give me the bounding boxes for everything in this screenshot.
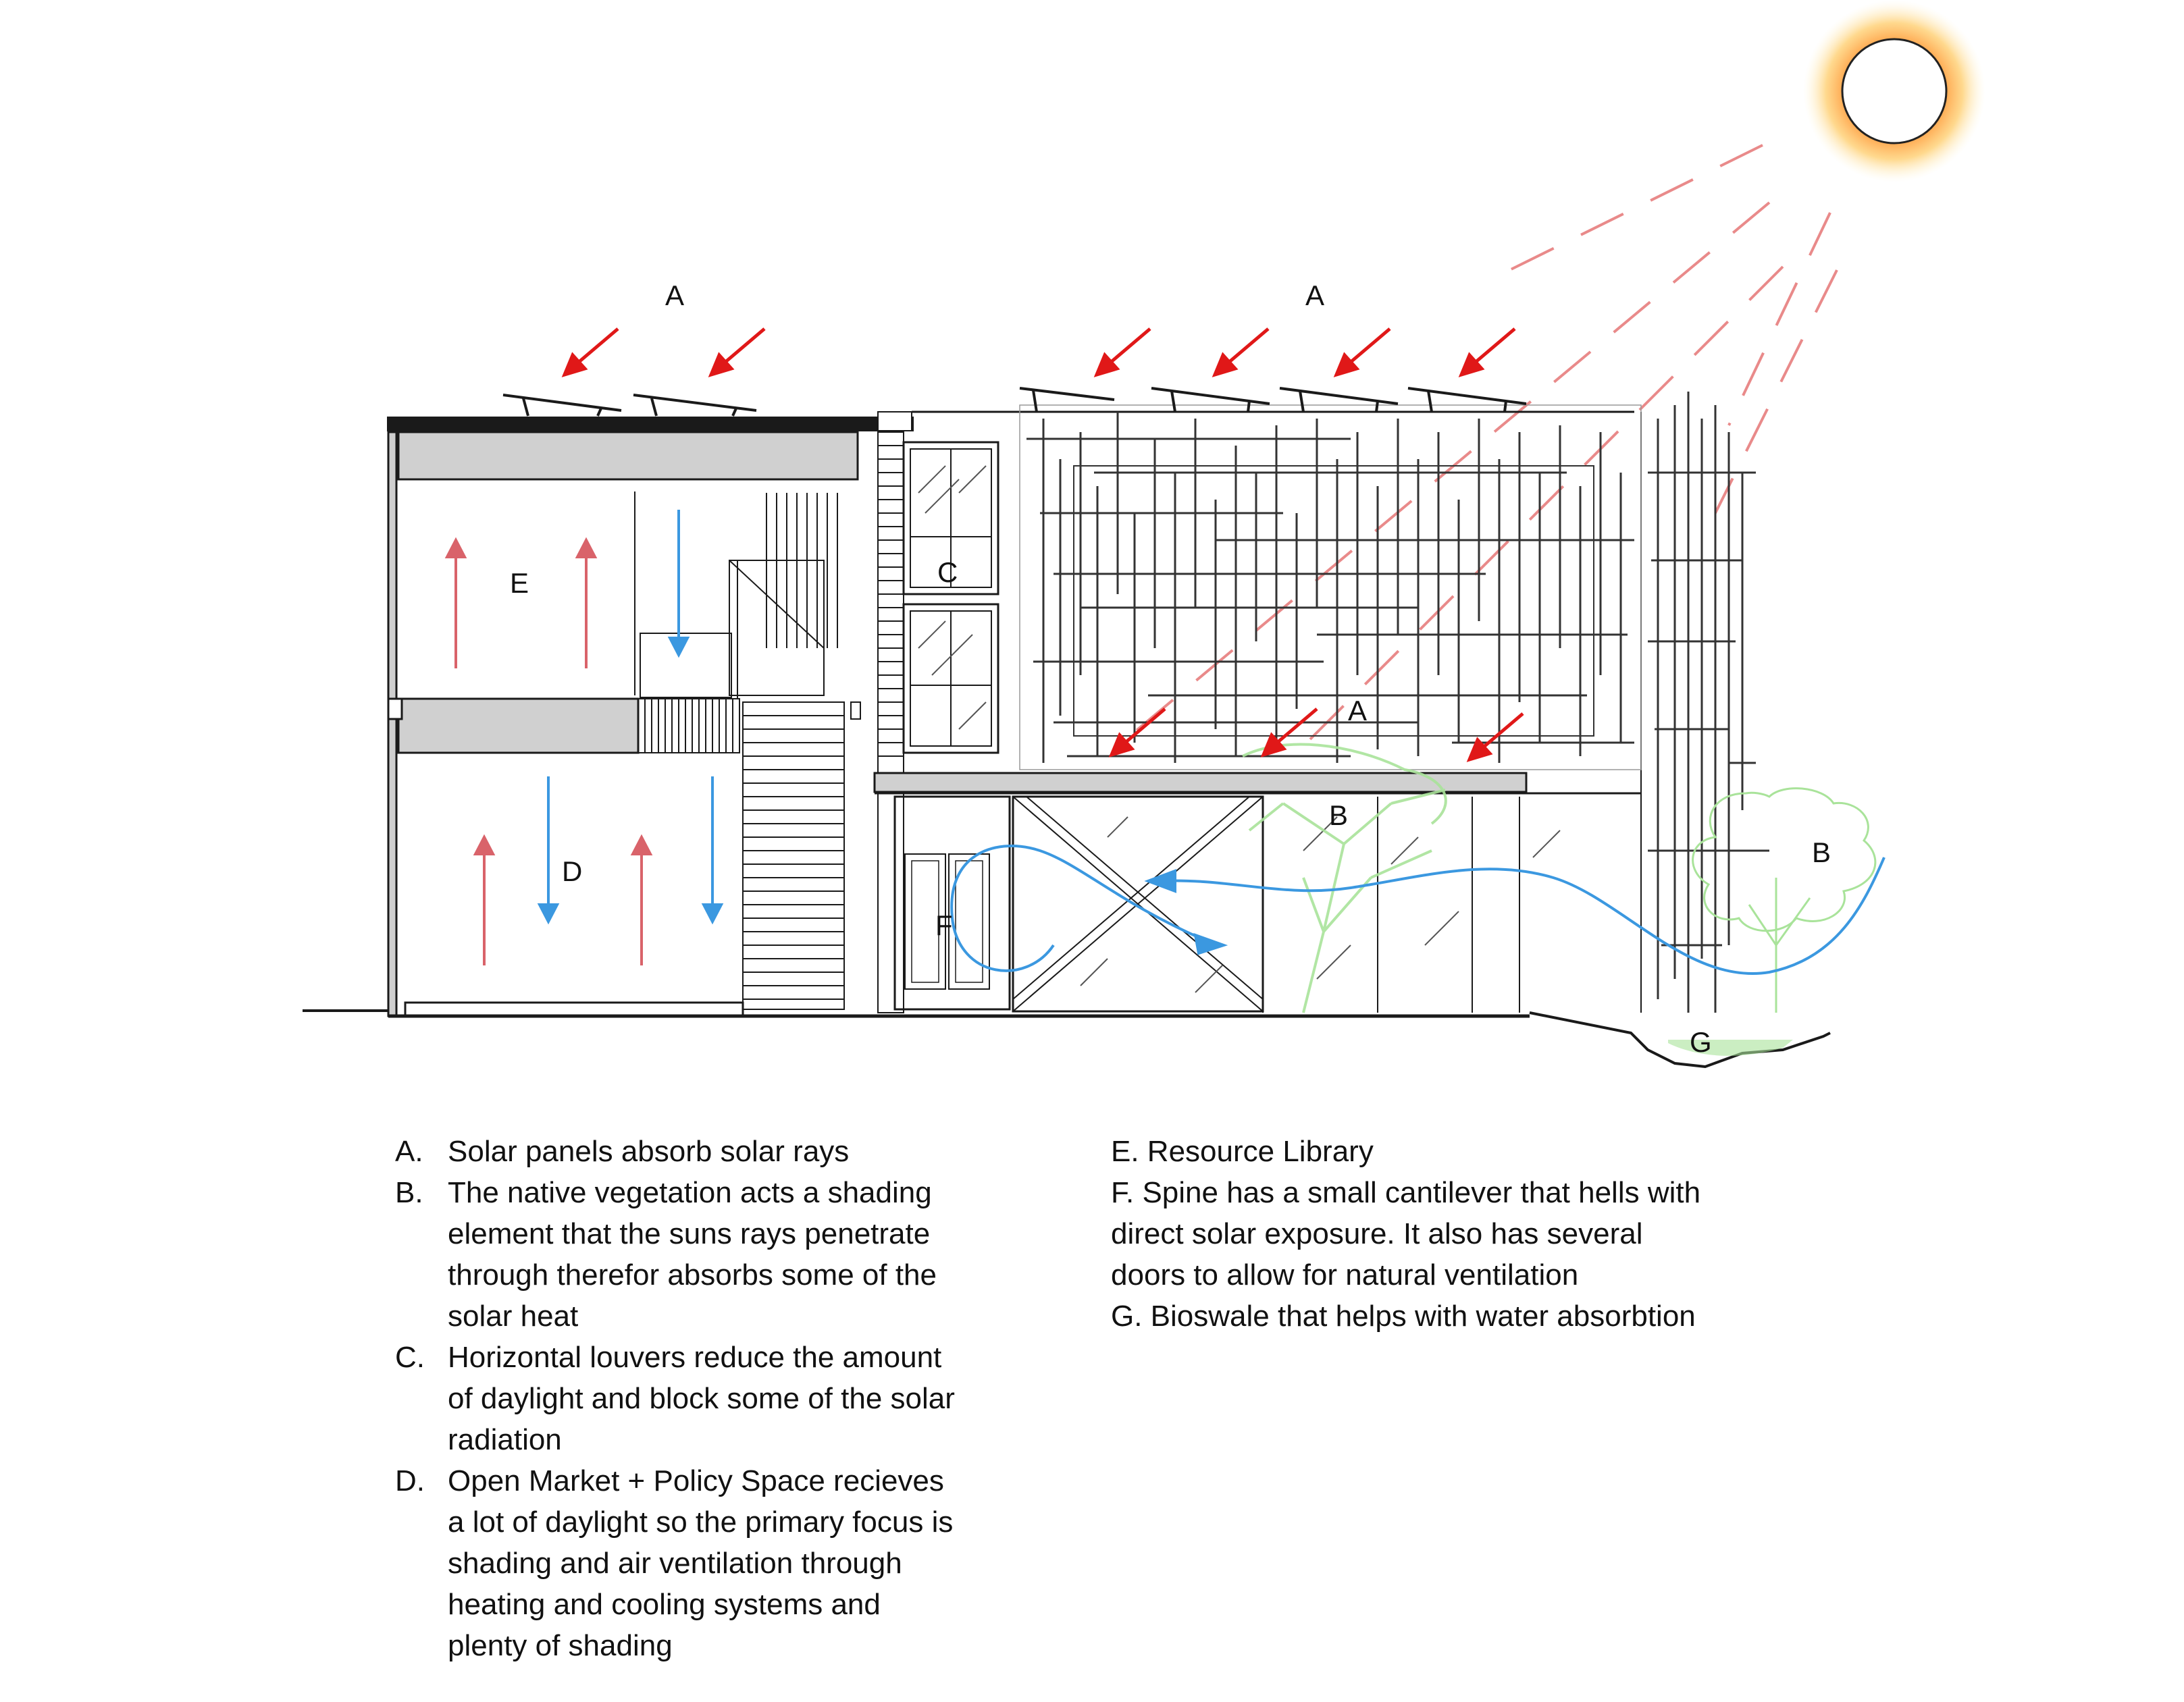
legend-item-f-cont: direct solar exposure. It also has several — [1111, 1217, 1643, 1250]
legend-line: The native vegetation acts a shading — [448, 1176, 932, 1209]
legend-letter: A. — [395, 1135, 423, 1168]
legend-item-e: E. Resource Library — [1111, 1135, 1374, 1168]
label-b-glass: B — [1329, 799, 1349, 831]
tree-icon-right — [1693, 789, 1875, 1013]
legend-item-b — [395, 1172, 1003, 1337]
legend-line: shading and air ventilation through — [448, 1547, 902, 1580]
label-a-roof-left: A — [665, 280, 685, 311]
legend-item-d — [395, 1460, 1003, 1666]
label-f-spine: F — [935, 909, 953, 941]
legend-text — [448, 1172, 1003, 1337]
ventilation-flow — [952, 846, 1884, 974]
facade-screen — [1020, 405, 1641, 770]
legend-item-a — [395, 1131, 1003, 1172]
legend-line: Open Market + Policy Space recieves — [448, 1464, 944, 1497]
legend-left — [395, 1131, 1003, 1666]
legend-line: through therefor absorbs some of the — [448, 1258, 937, 1292]
legend-text — [448, 1460, 1003, 1666]
bioswale — [1668, 1040, 1793, 1056]
legend-line: a lot of daylight so the primary focus is — [448, 1506, 954, 1539]
sun-icon — [1803, 0, 1985, 182]
stair — [638, 493, 860, 1009]
legend-item-c — [395, 1337, 1003, 1460]
legend-line: element that the suns rays penetrate — [448, 1217, 931, 1250]
legend-line: solar heat — [448, 1300, 579, 1333]
label-a-roof-right: A — [1305, 280, 1325, 311]
label-d-market: D — [562, 855, 583, 887]
legend-letter: D. — [395, 1464, 425, 1497]
legend-item-g: G. Bioswale that helps with water absorbtion — [1111, 1300, 1696, 1333]
label-e-library: E — [510, 567, 529, 599]
legend-line: plenty of shading — [448, 1629, 673, 1662]
label-g-bioswale: G — [1690, 1026, 1712, 1058]
legend-line: heating and cooling systems and — [448, 1588, 881, 1621]
legend-line: Solar panels absorb solar rays — [448, 1135, 850, 1168]
label-a-canopy: A — [1348, 695, 1368, 726]
legend-line: of daylight and block some of the solar — [448, 1382, 955, 1415]
legend-line: radiation — [448, 1423, 562, 1456]
legend-letter: B. — [395, 1176, 423, 1209]
ground-line — [303, 1011, 1830, 1067]
legend-text — [448, 1131, 1003, 1172]
legend-item-f-cont: doors to allow for natural ventilation — [1111, 1258, 1579, 1292]
label-c-louvers: C — [937, 556, 958, 588]
legend-letter: C. — [395, 1341, 425, 1374]
legend-text — [448, 1337, 1003, 1460]
upper-windows — [904, 442, 998, 753]
vertical-fins — [1648, 392, 1769, 1013]
legend-line: Horizontal louvers reduce the amount — [448, 1341, 942, 1374]
legend-item-f: F. Spine has a small cantilever that hells with — [1111, 1176, 1701, 1209]
label-b-tree: B — [1812, 836, 1831, 868]
legend-right — [1111, 1131, 1786, 1337]
glass-hatch-upper — [918, 466, 986, 729]
